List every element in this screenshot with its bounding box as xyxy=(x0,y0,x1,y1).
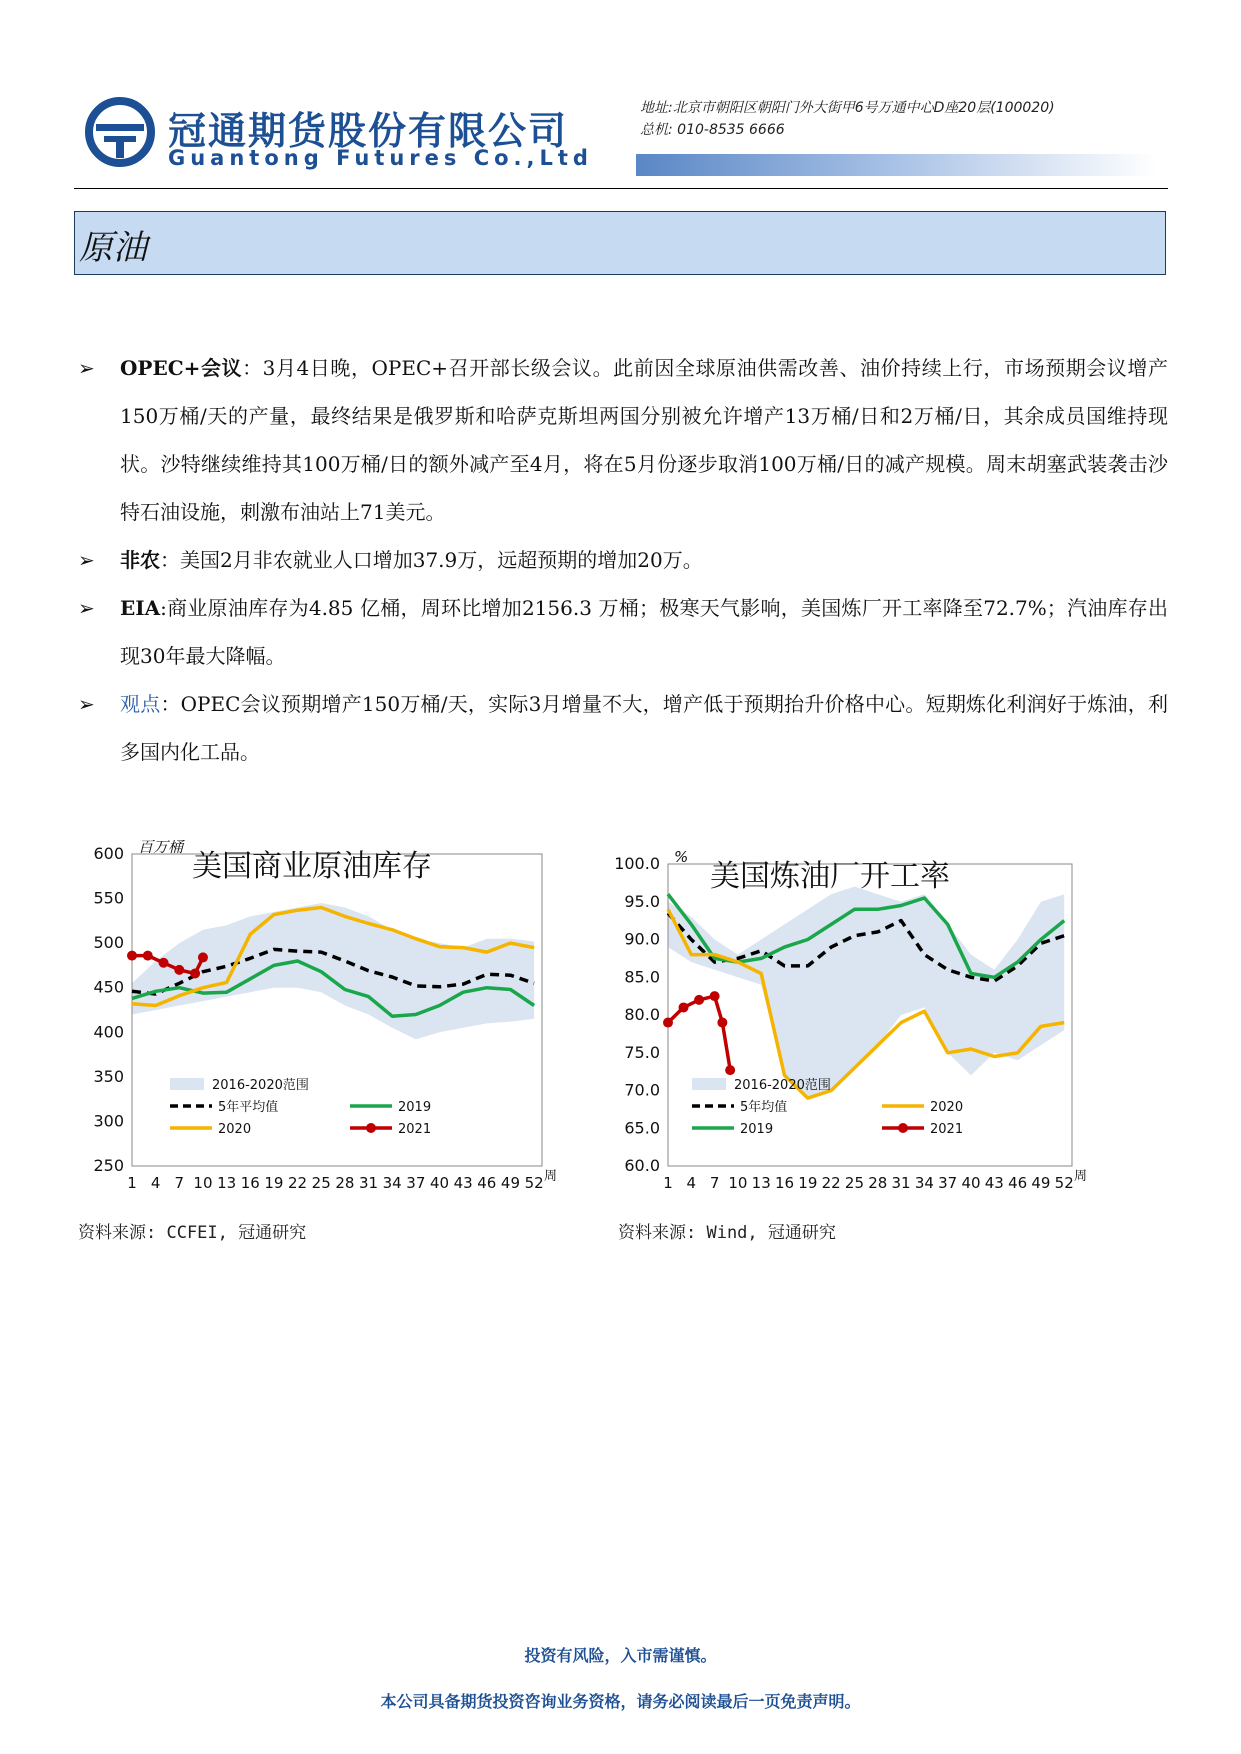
y-axis-label: % xyxy=(674,848,689,866)
bullet-arrow-icon: ➢ xyxy=(78,692,95,716)
x-tick-label: 1 xyxy=(127,1174,137,1192)
series-point-2021 xyxy=(663,1018,673,1028)
series-point-2021 xyxy=(190,968,200,978)
company-address: 地址:北京市朝阳区朝阳门外大街甲6号万通中心D座20层(100020) xyxy=(640,100,1055,116)
x-tick-label: 4 xyxy=(150,1174,161,1192)
x-tick-label: 19 xyxy=(798,1174,818,1192)
series-point-2021 xyxy=(710,991,720,1001)
legend-label-band: 2016-2020范围 xyxy=(734,1078,831,1093)
bullet-text: 商业原油库存为4.85 亿桶，周环比增加2156.3 万桶；极寒天气影响，美国炼厂开工率降至72.7%；汽油库存出现30年最大降幅。 xyxy=(120,596,1168,668)
section-title: 原油 xyxy=(79,228,147,268)
x-tick-label: 1 xyxy=(663,1174,673,1192)
bullet-arrow-icon: ➢ xyxy=(78,596,95,620)
footer-disclaimer: 本公司具备期货投资咨询业务资格，请务必阅读最后一页免责声明。 xyxy=(380,1692,861,1711)
y-tick-label: 70.0 xyxy=(624,1080,660,1100)
y-tick-label: 300 xyxy=(93,1111,124,1131)
x-tick-label: 46 xyxy=(477,1174,497,1192)
x-tick-label: 37 xyxy=(406,1174,426,1192)
company-name-en: Guantong Futures Co.,Ltd xyxy=(168,146,593,170)
bullet-separator: ： xyxy=(160,548,180,572)
x-tick-label: 22 xyxy=(821,1174,841,1192)
series-point-2021 xyxy=(127,951,137,961)
footer-risk-notice: 投资有风险，入市需谨慎。 xyxy=(524,1646,717,1665)
page-header xyxy=(0,0,1241,190)
legend-label-2019: 2019 xyxy=(398,1100,432,1115)
x-tick-label: 49 xyxy=(1031,1174,1051,1192)
x-tick-label: 40 xyxy=(429,1174,450,1192)
y-tick-label: 95.0 xyxy=(624,891,660,911)
bullet-label: EIA xyxy=(120,596,161,620)
bullet-separator: ： xyxy=(160,692,181,716)
bullet-text: 美国2月非农就业人口增加37.9万，远超预期的增加20万。 xyxy=(180,548,703,572)
y-tick-label: 60.0 xyxy=(624,1156,660,1175)
x-axis-label: 周 xyxy=(544,1169,558,1184)
x-tick-label: 43 xyxy=(984,1174,1004,1192)
series-point-2021 xyxy=(143,951,153,961)
header-divider xyxy=(74,188,1168,189)
series-point-2021 xyxy=(159,958,169,968)
x-tick-label: 43 xyxy=(453,1174,473,1192)
bullet-label: OPEC+会议 xyxy=(120,356,243,380)
chart-title: 美国炼油厂开工率 xyxy=(710,859,950,894)
legend-label-band: 2016-2020范围 xyxy=(212,1078,309,1093)
series-point-2021 xyxy=(717,1018,727,1028)
x-tick-label: 16 xyxy=(774,1174,795,1192)
bullet-separator: : xyxy=(160,596,167,620)
y-tick-label: 550 xyxy=(93,888,124,908)
chart-crude-inventory xyxy=(78,840,588,1210)
legend-label-5年平均值: 5年平均值 xyxy=(218,1100,279,1115)
section-title-box xyxy=(74,211,1166,275)
y-tick-label: 250 xyxy=(93,1156,124,1175)
x-tick-label: 25 xyxy=(844,1174,865,1192)
series-point-2021 xyxy=(198,952,208,962)
x-tick-label: 49 xyxy=(500,1174,521,1192)
x-tick-label: 13 xyxy=(217,1174,237,1192)
x-tick-label: 28 xyxy=(868,1174,888,1192)
bullet-text: 3月4日晚，OPEC+召开部长级会议。此前因全球原油供需改善、油价持续上行，市场预期会议增产150万桶/天的产量，最终结果是俄罗斯和哈萨克斯坦两国分别被允许增产13万桶/日和2万桶/日，其余成员国维持现状。沙特继续维持其100万桶/日的额外减产至4月，将在5月份逐步取消100万桶/日的减产规模。周末胡塞武装袭击沙特石油设施，刺激布油站上71美元。 xyxy=(120,356,1168,524)
y-tick-label: 65.0 xyxy=(624,1118,660,1138)
legend-label-2019: 2019 xyxy=(740,1122,774,1137)
y-axis-label: 百万桶 xyxy=(138,840,184,856)
bullet-arrow-icon: ➢ xyxy=(78,548,95,572)
chart-refinery-utilization xyxy=(598,840,1108,1210)
x-tick-label: 22 xyxy=(288,1174,308,1192)
x-tick-label: 28 xyxy=(335,1174,355,1192)
x-tick-label: 25 xyxy=(311,1174,331,1192)
bullet-view xyxy=(78,680,1168,776)
bullet-label: 非农 xyxy=(120,548,160,572)
legend-swatch-band xyxy=(170,1078,204,1090)
y-tick-label: 100.0 xyxy=(614,854,660,873)
x-tick-label: 31 xyxy=(358,1174,379,1192)
series-point-2021 xyxy=(174,965,184,975)
series-point-2021 xyxy=(679,1002,689,1012)
x-tick-label: 10 xyxy=(728,1174,748,1192)
legend-dot-2021 xyxy=(366,1123,376,1133)
chart-source-right: 资料来源: Wind, 冠通研究 xyxy=(618,1223,836,1243)
legend-swatch-band xyxy=(692,1078,726,1090)
x-tick-label: 4 xyxy=(686,1174,697,1192)
legend-dot-2021 xyxy=(898,1123,908,1133)
company-phone: 总机: 010-8535 6666 xyxy=(640,122,785,138)
chart-title: 美国商业原油库存 xyxy=(192,849,432,884)
series-point-2021 xyxy=(725,1065,735,1075)
series-line-2021 xyxy=(668,996,730,1070)
x-tick-label: 40 xyxy=(961,1174,981,1192)
x-tick-label: 10 xyxy=(193,1174,213,1192)
bullet-label: 观点 xyxy=(120,692,161,716)
y-tick-label: 600 xyxy=(93,844,124,863)
company-name-cn: 冠通期货股份有限公司 xyxy=(168,109,569,153)
legend-label-5年均值: 5年均值 xyxy=(740,1100,788,1115)
x-tick-label: 7 xyxy=(709,1174,720,1192)
bullet-eia xyxy=(78,584,1168,680)
x-tick-label: 46 xyxy=(1008,1174,1028,1192)
bullet-list xyxy=(78,344,1168,776)
bullet-opec xyxy=(78,344,1168,536)
legend-label-2020: 2020 xyxy=(930,1100,964,1115)
x-tick-label: 34 xyxy=(382,1174,402,1192)
company-contact xyxy=(640,97,1055,141)
bullet-text: OPEC会议预期增产150万桶/天，实际3月增量不大，增产低于预期抬升价格中心。短期炼化利润好于炼油，利多国内化工品。 xyxy=(120,692,1168,764)
x-tick-label: 37 xyxy=(938,1174,958,1192)
bullet-nonfarm xyxy=(78,536,1168,584)
x-tick-label: 31 xyxy=(891,1174,911,1192)
y-tick-label: 85.0 xyxy=(624,967,660,987)
chart-source-left: 资料来源: CCFEI, 冠通研究 xyxy=(78,1223,307,1243)
company-logo-icon xyxy=(84,96,156,168)
y-tick-label: 80.0 xyxy=(624,1005,660,1024)
x-tick-label: 19 xyxy=(264,1174,284,1192)
y-tick-label: 350 xyxy=(93,1066,124,1086)
x-tick-label: 16 xyxy=(240,1174,260,1192)
y-tick-label: 400 xyxy=(93,1022,124,1042)
x-tick-label: 13 xyxy=(751,1174,771,1192)
x-tick-label: 52 xyxy=(524,1174,544,1192)
legend-label-2021: 2021 xyxy=(398,1122,432,1137)
x-tick-label: 7 xyxy=(174,1174,185,1192)
y-tick-label: 450 xyxy=(93,977,124,997)
series-point-2021 xyxy=(694,995,704,1005)
bullet-arrow-icon: ➢ xyxy=(78,356,95,380)
y-tick-label: 500 xyxy=(93,933,124,953)
x-axis-label: 周 xyxy=(1074,1169,1088,1184)
y-tick-label: 75.0 xyxy=(624,1042,660,1062)
legend-label-2021: 2021 xyxy=(930,1122,964,1137)
x-tick-label: 52 xyxy=(1054,1174,1074,1192)
header-gradient-bar xyxy=(636,154,1156,176)
y-tick-label: 90.0 xyxy=(624,929,660,949)
bullet-separator: ： xyxy=(242,356,263,380)
x-tick-label: 34 xyxy=(914,1174,934,1192)
legend-label-2020: 2020 xyxy=(218,1122,252,1137)
